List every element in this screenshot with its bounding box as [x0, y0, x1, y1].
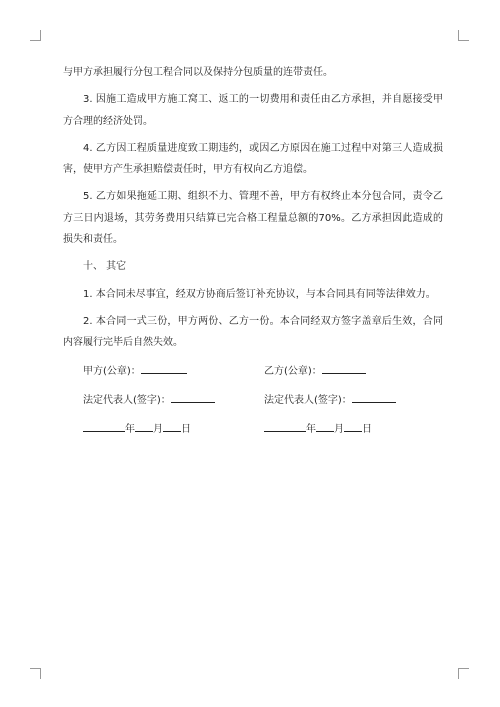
party-b-representative — [264, 388, 396, 412]
crop-mark-bottom-right — [458, 668, 469, 679]
party-b-date — [264, 417, 372, 441]
party-a-seal — [83, 359, 187, 383]
signature-row-seal — [63, 359, 443, 388]
party-b-year-blank — [264, 417, 306, 432]
paragraph-clause-4: 4. 乙方因工程质量进度致工期违约，或因乙方原因在施工过程中对第三人造成损害，使甲方产生承担赔偿责任时，甲方有权向乙方追偿。 — [63, 142, 443, 175]
party-a-day-blank — [163, 417, 181, 432]
party-b-seal-blank — [322, 359, 366, 374]
party-a-representative-label: 法定代表人(签字)： — [83, 395, 171, 406]
party-b-day-blank — [344, 417, 362, 432]
party-a-day-label: 日 — [181, 424, 191, 435]
party-b-representative-blank — [352, 388, 396, 403]
party-b-seal-label: 乙方(公章)： — [264, 366, 322, 377]
party-b-day-label: 日 — [362, 424, 372, 435]
document-body — [63, 62, 443, 446]
party-a-seal-label: 甲方(公章)： — [83, 366, 141, 377]
party-a-date — [83, 417, 191, 441]
party-b-month-label: 月 — [334, 424, 344, 435]
paragraph-clause-3: 3. 因施工造成甲方施工窝工、返工的一切费用和责任由乙方承担，并自愿接受甲方合理的经济处罚。 — [63, 94, 443, 127]
party-a-representative — [83, 388, 215, 412]
party-a-month-label: 月 — [153, 424, 163, 435]
signature-row-date — [63, 417, 443, 446]
party-b-representative-label: 法定代表人(签字)： — [264, 395, 352, 406]
party-a-month-blank — [135, 417, 153, 432]
party-a-seal-blank — [141, 359, 187, 374]
crop-mark-bottom-left — [30, 668, 41, 679]
party-b-month-blank — [316, 417, 334, 432]
crop-mark-top-right — [458, 30, 469, 41]
party-b-year-label: 年 — [306, 424, 316, 435]
paragraph-other-2: 2. 本合同一式三份，甲方两份、乙方一份。本合同经双方签字盖章后生效，合同内容履行完毕后自然失效。 — [63, 315, 443, 348]
crop-mark-top-left — [30, 30, 41, 41]
party-a-year-label: 年 — [125, 424, 135, 435]
signature-row-representative — [63, 388, 443, 417]
party-a-year-blank — [83, 417, 125, 432]
section-heading-other: 十、 其它 — [83, 261, 127, 272]
paragraph-clause-5: 5. 乙方如果拖延工期、组织不力、管理不善，甲方有权终止本分包合同，责令乙方三日内退场，其劳务费用只结算已完合格工程量总额的70%。乙方承担因此造成的损失和责任。 — [63, 191, 443, 245]
paragraph-continuation: 与甲方承担履行分包工程合同以及保持分包质量的连带责任。 — [63, 67, 333, 78]
paragraph-other-1: 1. 本合同未尽事宜，经双方协商后签订补充协议，与本合同具有同等法律效力。 — [83, 288, 436, 300]
party-b-seal — [264, 359, 366, 383]
party-a-representative-blank — [171, 388, 215, 403]
